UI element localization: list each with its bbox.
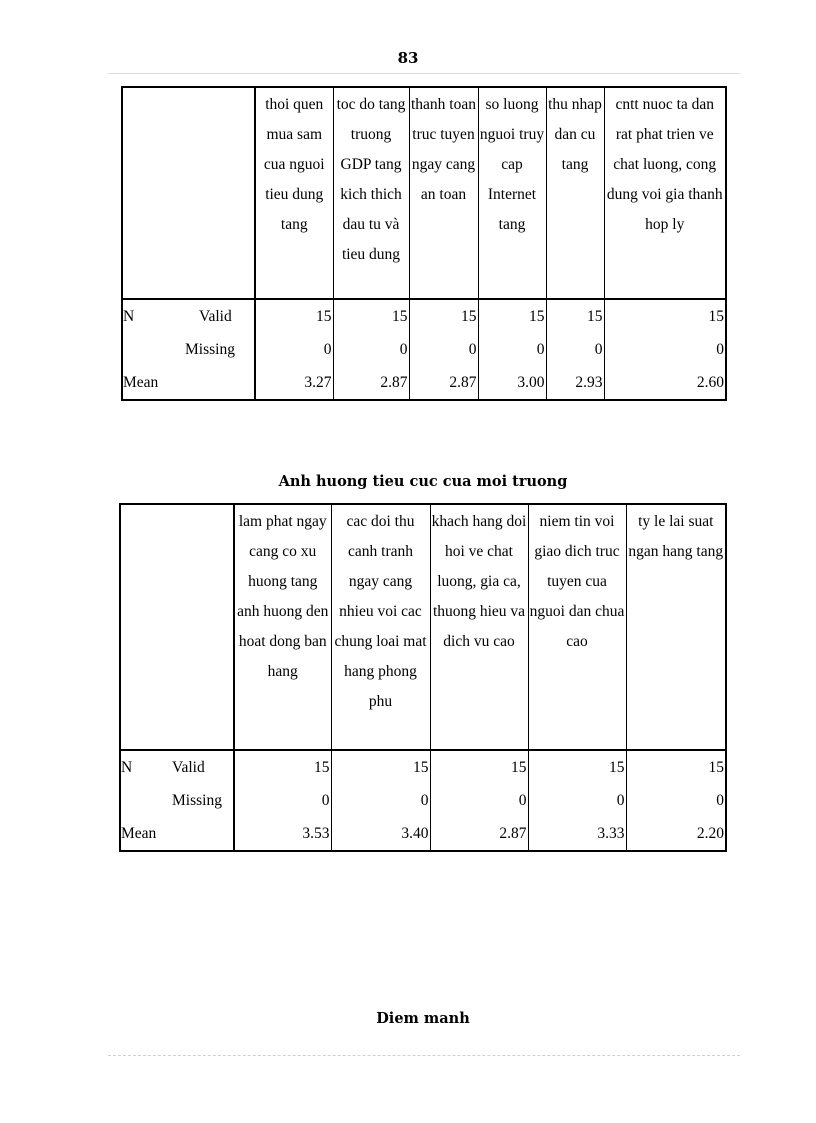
- row-label-missing: Missing: [185, 341, 235, 358]
- column-header: niem tin voi giao dich truc tuyen cua nguoi dan chua cao: [528, 504, 626, 750]
- row-label-valid: Valid: [199, 308, 232, 325]
- column-header: khach hang doi hoi ve chat luong, gia ca, thuong hieu va dich vu cao: [430, 504, 528, 750]
- table-cell: 0: [626, 784, 726, 817]
- table-header-row: [120, 504, 726, 750]
- corner-cell: [122, 87, 255, 299]
- column-header: so luong nguoi truy cap Internet tang: [478, 87, 546, 299]
- table-cell: 15: [430, 750, 528, 784]
- table-cell: 15: [234, 750, 331, 784]
- row-label-cell: [120, 817, 234, 851]
- table-cell: 2.87: [409, 366, 478, 400]
- table-cell: 15: [255, 299, 333, 333]
- column-header: thanh toan truc tuyen ngay cang an toan: [409, 87, 478, 299]
- column-header: ty le lai suat ngan hang tang: [626, 504, 726, 750]
- corner-cell: [120, 504, 234, 750]
- column-header: thu nhap dan cu tang: [546, 87, 604, 299]
- row-label-mean: Mean: [123, 374, 159, 391]
- footer-divider: [108, 1055, 740, 1056]
- table-cell: 2.60: [604, 366, 726, 400]
- table-cell: 0: [478, 333, 546, 366]
- table-cell: 0: [234, 784, 331, 817]
- row-label-cell: [122, 366, 255, 400]
- header-divider: [108, 73, 740, 74]
- table-row-valid: [120, 750, 726, 784]
- row-label-cell: [122, 299, 255, 333]
- table-cell: 15: [333, 299, 409, 333]
- table-row-valid: [122, 299, 726, 333]
- section-heading: Anh huong tieu cuc cua moi truong: [278, 473, 568, 490]
- row-label-n: N: [121, 759, 133, 776]
- row-label-valid: Valid: [172, 759, 205, 776]
- table-cell: 2.20: [626, 817, 726, 851]
- table-row-mean: [120, 817, 726, 851]
- table-cell: 15: [604, 299, 726, 333]
- table-cell: 15: [478, 299, 546, 333]
- row-label-n: N: [123, 308, 135, 325]
- table-cell: 3.33: [528, 817, 626, 851]
- row-label-cell: [120, 784, 234, 817]
- table-cell: 0: [255, 333, 333, 366]
- table-header-row: [122, 87, 726, 299]
- row-label-mean: Mean: [121, 825, 157, 842]
- statistics-table-2: [119, 503, 727, 852]
- row-label-cell: [122, 333, 255, 366]
- table-cell: 0: [546, 333, 604, 366]
- table-cell: 3.27: [255, 366, 333, 400]
- table-cell: 2.87: [430, 817, 528, 851]
- table-cell: 3.53: [234, 817, 331, 851]
- page-number: 83: [397, 49, 419, 67]
- table-cell: 0: [333, 333, 409, 366]
- table-cell: 15: [331, 750, 430, 784]
- table-row-missing: [120, 784, 726, 817]
- column-header: toc do tang truong GDP tang kich thich dau tu và tieu dung: [333, 87, 409, 299]
- column-header: thoi quen mua sam cua nguoi tieu dung tang: [255, 87, 333, 299]
- row-label-missing: Missing: [172, 792, 222, 809]
- table-cell: 0: [331, 784, 430, 817]
- bottom-heading: Diem manh: [376, 1010, 470, 1027]
- table-row-mean: [122, 366, 726, 400]
- table-cell: 0: [604, 333, 726, 366]
- column-header: lam phat ngay cang co xu huong tang anh huong den hoat dong ban hang: [234, 504, 331, 750]
- table-cell: 15: [546, 299, 604, 333]
- column-header: cntt nuoc ta dan rat phat trien ve chat luong, cong dung voi gia thanh hop ly: [604, 87, 726, 299]
- column-header: cac doi thu canh tranh ngay cang nhieu voi cac chung loai mat hang phong phu: [331, 504, 430, 750]
- table-cell: 0: [528, 784, 626, 817]
- table-cell: 2.93: [546, 366, 604, 400]
- table-cell: 15: [409, 299, 478, 333]
- table-cell: 15: [528, 750, 626, 784]
- row-label-cell: [120, 750, 234, 784]
- statistics-table-1: [121, 86, 727, 401]
- table-cell: 15: [626, 750, 726, 784]
- table-cell: 0: [409, 333, 478, 366]
- table-row-missing: [122, 333, 726, 366]
- table-cell: 3.40: [331, 817, 430, 851]
- table-cell: 0: [430, 784, 528, 817]
- table-cell: 2.87: [333, 366, 409, 400]
- table-cell: 3.00: [478, 366, 546, 400]
